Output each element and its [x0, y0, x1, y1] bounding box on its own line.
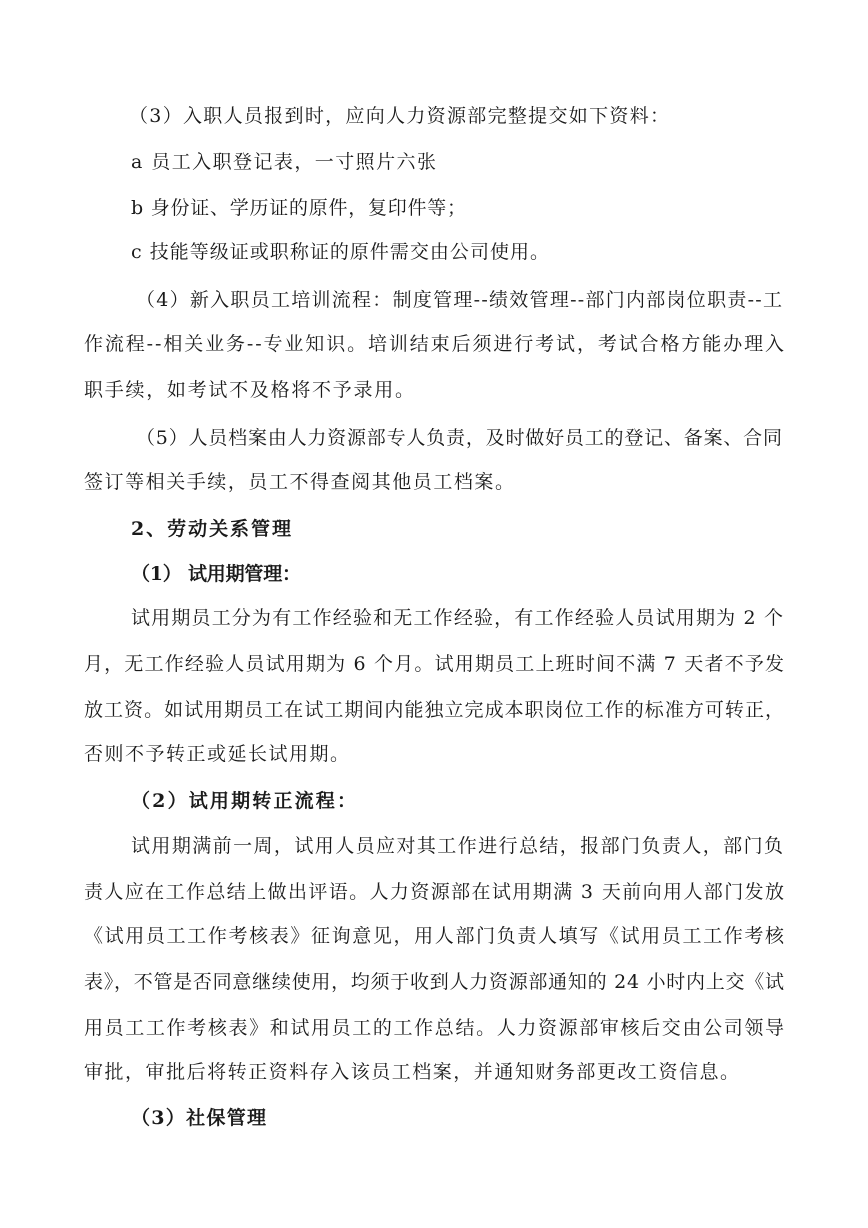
paragraph-line: 否则不予转正或延长试用期。	[84, 743, 351, 765]
paragraph-line: 试用期员工分为有工作经验和无工作经验，有工作经验人员试用期为 2 个	[131, 607, 785, 629]
subsection-heading: （3）社保管理	[131, 1107, 268, 1129]
paragraph-line: c 技能等级证或职称证的原件需交由公司使用。	[131, 241, 551, 263]
paragraph-line: 审批，审批后将转正资料存入该员工档案，并通知财务部更改工资信息。	[84, 1061, 741, 1083]
paragraph-line: 《试用员工工作考核表》征询意见，用人部门负责人填写《试用员工工作考核	[84, 925, 786, 947]
paragraph-line: b 身份证、学历证的原件，复印件等；	[131, 197, 467, 219]
paragraph-line: （5）人员档案由人力资源部专人负责，及时做好员工的登记、备案、合同	[136, 427, 783, 449]
subsection-heading: （1） 试用期管理：	[131, 563, 301, 585]
paragraph-line: 用员工工作考核表》和试用员工的工作总结。人力资源部审核后交由公司领导	[84, 1017, 786, 1039]
paragraph-line: 责人应在工作总结上做出评语。人力资源部在试用期满 3 天前向用人部门发放	[84, 881, 786, 903]
paragraph-line: a 员工入职登记表，一寸照片六张	[131, 151, 438, 173]
paragraph-line: （4）新入职员工培训流程：制度管理--绩效管理--部门内部岗位职责--工	[136, 289, 784, 311]
paragraph-line: 月，无工作经验人员试用期为 6 个月。试用期员工上班时间不满 7 天者不予发	[84, 653, 786, 675]
paragraph-line: （3）入职人员报到时，应向人力资源部完整提交如下资料：	[129, 105, 671, 127]
paragraph-line: 签订等相关手续，员工不得查阅其他员工档案。	[84, 471, 516, 493]
subsection-heading: （2）试用期转正流程：	[131, 790, 359, 812]
paragraph-line: 表》，不管是否同意继续使用，均须于收到人力资源部通知的 24 小时内上交《试	[84, 971, 785, 993]
section-heading: 2、劳动关系管理	[131, 518, 293, 540]
paragraph-line: 职手续，如考试不及格将不予录用。	[84, 379, 416, 401]
paragraph-line: 作流程--相关业务--专业知识。培训结束后须进行考试，考试合格方能办理入	[84, 333, 786, 355]
paragraph-line: 试用期满前一周，试用人员应对其工作进行总结，报部门负责人，部门负	[131, 835, 785, 857]
paragraph-line: 放工资。如试用期员工在试工期间内能独立完成本职岗位工作的标准方可转正，	[84, 699, 786, 721]
